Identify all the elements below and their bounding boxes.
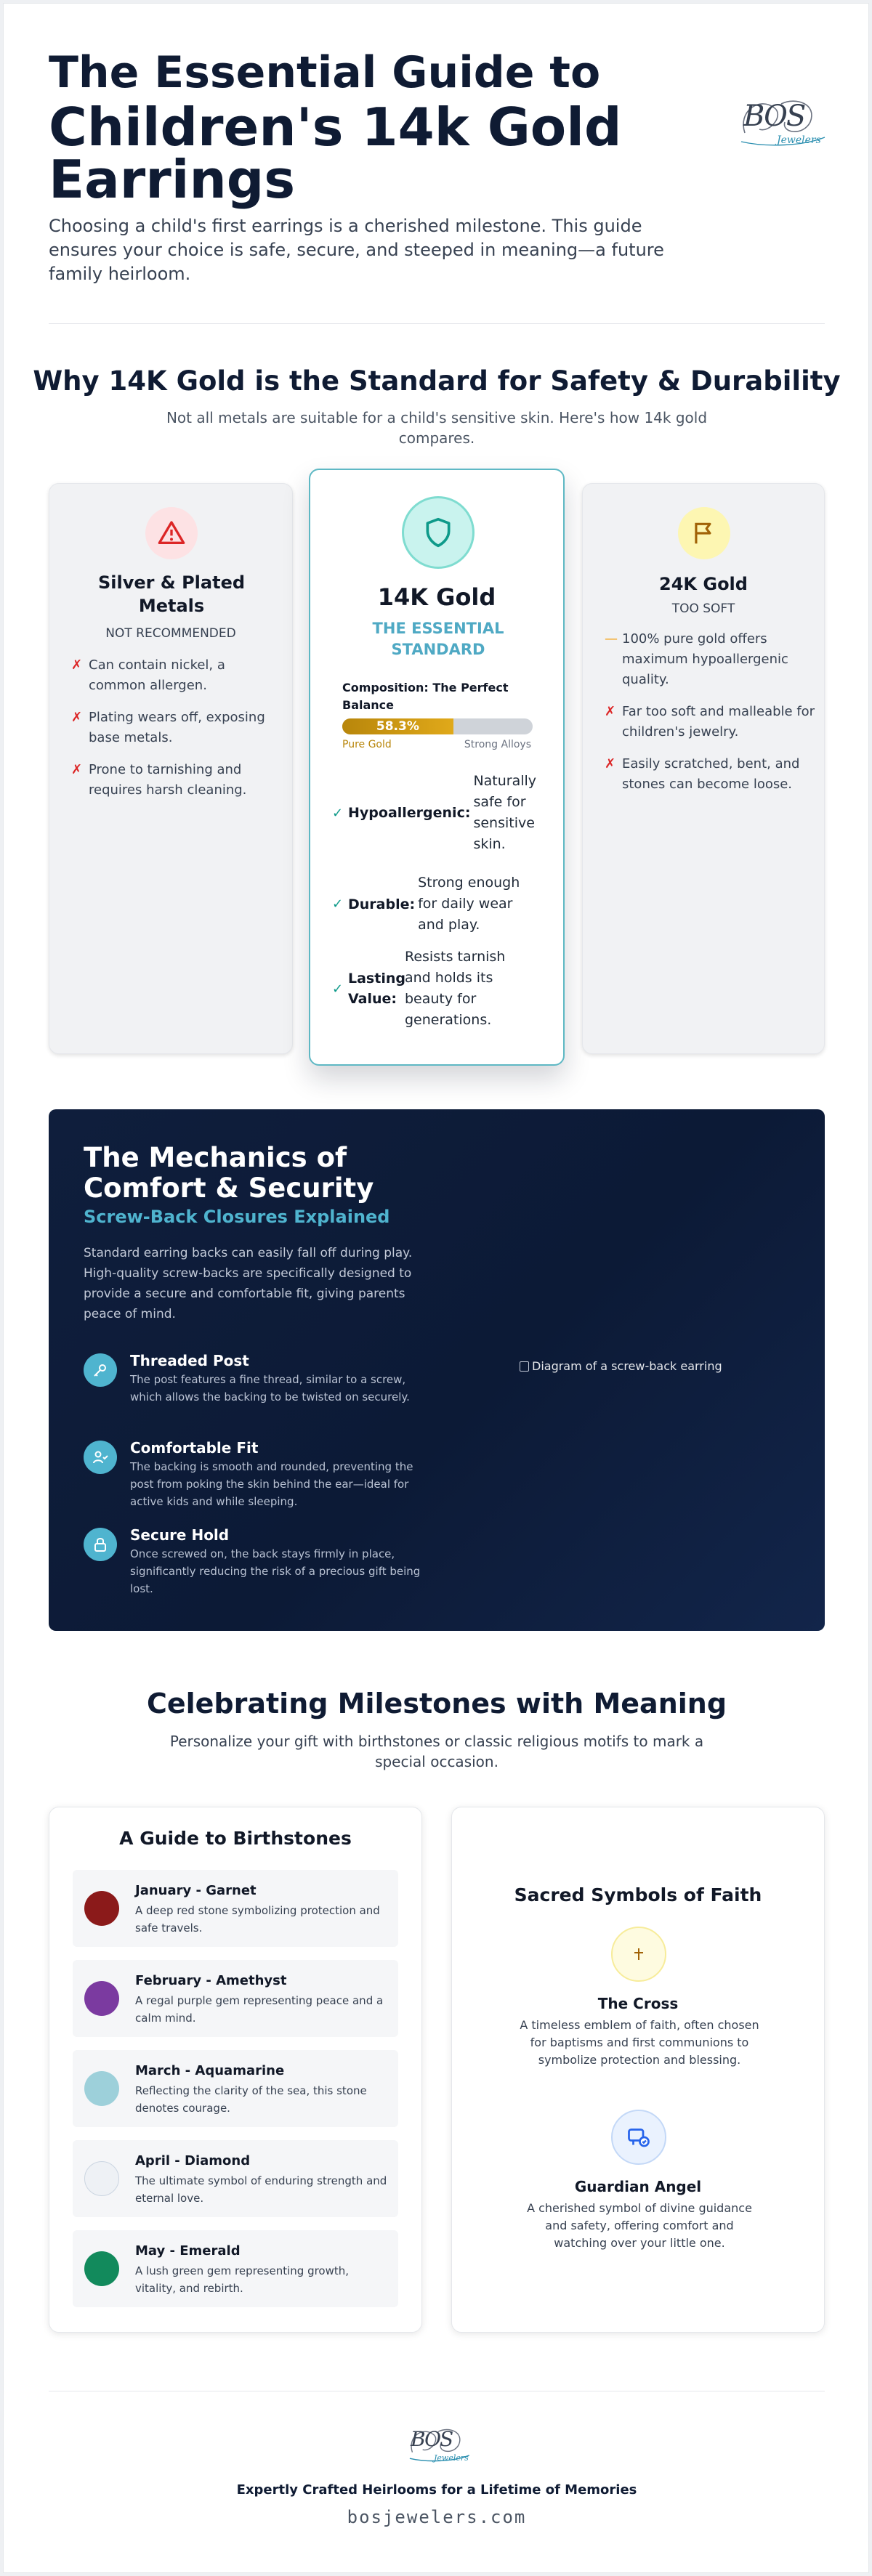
gold24-title: 24K Gold: [659, 574, 748, 594]
check-icon: ✓: [332, 981, 344, 997]
check-icon: ✓: [332, 896, 344, 912]
user-check-icon: [84, 1441, 117, 1474]
flag-icon: [678, 507, 730, 559]
composition-label: Composition: The Perfect Balance: [342, 681, 509, 712]
gold24-points: [605, 629, 815, 806]
feature-lasting-value: ✓ Lasting Value: Resists tarnish and holds its beauty for generations.: [332, 949, 506, 1028]
silver-card: [49, 483, 293, 1054]
hero-intro: Choosing a child's first earrings is a cherished milestone. This guide ensures your choice is safe, secure, and steeped in meaning—a future family heirloom.: [49, 216, 664, 284]
screw-back-diagram: Diagram of a screw-back earring: [520, 1359, 722, 1373]
angel-icon: [611, 2110, 666, 2165]
cross-icon: [611, 1927, 666, 1982]
page: [3, 3, 869, 2573]
logo-text: BOS: [411, 2427, 453, 2451]
birthstone-item: January - Garnet A deep red stone symbolizing protection and safe travels.: [73, 1870, 398, 1947]
check-icon: ✓: [332, 805, 344, 821]
mechanics-subtitle: Screw-Back Closures Explained: [84, 1207, 390, 1227]
key-icon: [84, 1353, 117, 1387]
feature-durable: ✓ Durable: Strong enough for daily wear and play.: [332, 875, 520, 933]
silver-title: Silver & Plated Metals: [97, 572, 246, 616]
gold14-title: 14K Gold: [377, 583, 496, 611]
mechanics-intro: Standard earring backs can easily fall off during play. High-quality screw-backs are specifically designed to provide a secure and comfortable fit, giving parents peace of mind.: [84, 1246, 413, 1321]
silver-tag: NOT RECOMMENDED: [105, 626, 236, 641]
birthstone-swatch: [84, 2071, 119, 2106]
title-line-1: The Essential Guide to: [49, 47, 601, 98]
bar-right-label: Strong Alloys: [464, 739, 531, 750]
silver-points: [71, 655, 282, 812]
dash-icon: —: [605, 631, 618, 647]
birthstone-item: April - Diamond The ultimate symbol of enduring strength and eternal love.: [73, 2140, 398, 2217]
title-line-2: Children's 14k Gold Earrings: [49, 97, 622, 210]
bar-left-label: Pure Gold: [342, 739, 392, 750]
warning-icon: [145, 507, 198, 559]
footer-logo[interactable]: [402, 2421, 475, 2472]
milestones-title: Celebrating Milestones with Meaning: [146, 1688, 727, 1720]
list-item: ✗ Plating wears off, exposing base metals.: [71, 708, 282, 748]
lock-icon: [84, 1528, 117, 1561]
hero-divider: [49, 323, 825, 324]
faith-title: Sacred Symbols of Faith: [514, 1884, 762, 1905]
gold14-card: [309, 469, 565, 1066]
x-icon: ✗: [605, 704, 616, 719]
birthstones-card: [49, 1807, 422, 2333]
mechanics-title: The Mechanics of Comfort & Security: [84, 1142, 374, 1204]
gold24-card: [582, 483, 825, 1054]
birthstone-item: May - Emerald A lush green gem representing growth, vitality, and rebirth.: [73, 2230, 398, 2307]
list-item: ✗ Far too soft and malleable for children's jewelry.: [605, 702, 815, 742]
milestones-subtitle: Personalize your gift with birthstones or classic religious motifs to mark a special occasion.: [169, 1733, 704, 1770]
x-icon: ✗: [71, 710, 83, 725]
mechanics-panel: The Mechanics of Comfort & Security Screw-Back Closures Explained Standard earring backs can easily fall off during play. High-quality screw-backs are specifically designed to provide a secure and comfortable fit, giving parents peace of mind. Threaded Post The post features a fine thread, similar to a screw, which allows the backing to be twisted on securely. Comfortable Fit The backing is smooth and rounded, preventing the post from poking the skin behind the ear—ideal for active kids and while sleeping. Secure Hold Once screwed on, the back stays firmly in place, significantly reducing the risk of a precious gift being lost. Diagram of a screw-back earring: [49, 1109, 825, 1631]
brand-logo[interactable]: [730, 89, 832, 162]
birthstone-swatch: [84, 1981, 119, 2016]
gold14-tag: THE ESSENTIAL STANDARD: [372, 620, 504, 658]
list-item: ✗ Prone to tarnishing and requires harsh cleaning.: [71, 760, 282, 801]
broken-image-icon: [520, 1361, 529, 1372]
gold-fill: 58.3%: [342, 718, 453, 734]
birthstone-item: March - Aquamarine Reflecting the clarity of the sea, this stone denotes courage.: [73, 2050, 398, 2127]
feature-hypoallergenic: ✓ Hypoallergenic: Naturally safe for sensitive skin.: [332, 773, 537, 852]
list-item: ✗ Can contain nickel, a common allergen.: [71, 655, 282, 696]
logo-text: BOS: [743, 100, 805, 133]
list-item: ✗ Easily scratched, bent, and stones can become loose.: [605, 754, 815, 795]
footer-tagline: Expertly Crafted Heirlooms for a Lifetime of Memories: [236, 2482, 637, 2498]
symbol-cross-desc: A timeless emblem of faith, often chosen for baptisms and first communions to symbolize protection and blessing.: [520, 2018, 759, 2067]
x-icon: ✗: [71, 657, 83, 673]
x-icon: ✗: [605, 756, 616, 771]
birthstone-swatch: [84, 2161, 119, 2196]
symbol-angel-name: Guardian Angel: [574, 2178, 702, 2195]
birthstone-swatch: [84, 1891, 119, 1926]
gold24-tag: TOO SOFT: [671, 602, 735, 616]
logo-subtext: Jewelers: [434, 2453, 469, 2463]
composition-bar: [342, 718, 533, 734]
footer-url[interactable]: bosjewelers.com: [347, 2507, 527, 2527]
shield-icon: [402, 496, 475, 569]
list-item: — 100% pure gold offers maximum hypoallergenic quality.: [605, 629, 815, 690]
faith-card: [451, 1807, 825, 2333]
birthstone-item: February - Amethyst A regal purple gem representing peace and a calm mind.: [73, 1960, 398, 2037]
logo-subtext: Jewelers: [777, 134, 821, 146]
standard-title: Why 14K Gold is the Standard for Safety & Durability: [33, 365, 841, 397]
birthstone-swatch: [84, 2251, 119, 2286]
standard-subtitle: Not all metals are suitable for a child's sensitive skin. Here's how 14k gold compares.: [166, 409, 708, 447]
x-icon: ✗: [71, 762, 83, 777]
page-title: [49, 47, 645, 210]
symbol-cross-name: The Cross: [597, 1995, 679, 2012]
birthstones-title: A Guide to Birthstones: [119, 1828, 352, 1849]
symbol-angel-desc: A cherished symbol of divine guidance and safety, offering comfort and watching over your little one.: [527, 2201, 752, 2250]
